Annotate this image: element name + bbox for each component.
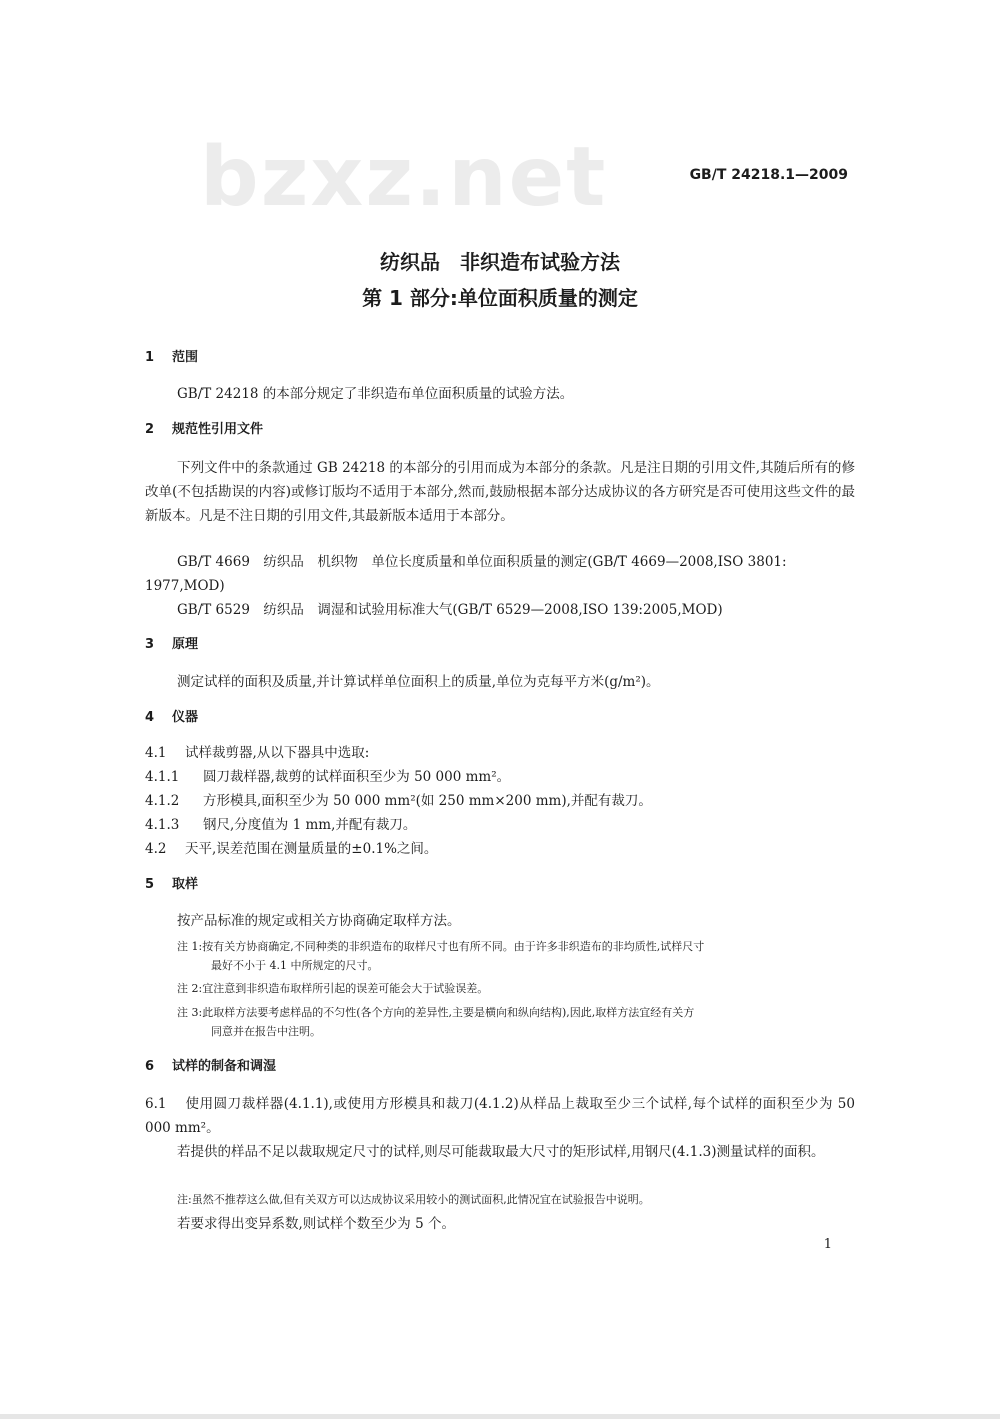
clause-6-1: 6.1 使用圆刀裁样器(4.1.1),或使用方形模具和裁刀(4.1.2)从样品上裁取至少三个试样,每个试样的面积至少为 50 000 mm²。 <box>145 1096 855 1136</box>
section-6-paragraph-2: 若提供的样品不足以裁取规定尺寸的试样,则尽可能裁取最大尺寸的矩形试样,用钢尺(4.1.3)测量试样的面积。 <box>177 1144 825 1160</box>
section-heading-5: 5 取样 <box>145 877 199 892</box>
clause-4-1-1: 4.1.1 圆刀裁样器,裁剪的试样面积至少为 50 000 mm²。 <box>145 769 511 785</box>
reference-gbt4669-cont: 1977,MOD) <box>145 578 225 594</box>
section-2-paragraph: 下列文件中的条款通过 GB 24218 的本部分的引用而成为本部分的条款。凡是注日期的引用文件,其随后所有的修改单(不包括勘误的内容)或修订版均不适用于本部分,然而,鼓励根据本部分达成协议的各方研究是否可使用这些文件的最新版本。凡是不注日期的引用文件,其最新版本适用于本部分。 <box>145 460 855 524</box>
section-5-paragraph: 按产品标准的规定或相关方协商确定取样方法。 <box>177 913 461 929</box>
section-heading-2: 2 规范性引用文件 <box>145 422 264 437</box>
section-heading-1: 1 范围 <box>145 350 199 365</box>
reference-gbt4669: GB/T 4669 纺织品 机织物 单位长度质量和单位面积质量的测定(GB/T 4669—2008,ISO 3801: <box>177 554 787 570</box>
note-section-6: 注:虽然不推荐这么做,但有关双方可以达成协议采用较小的测试面积,此情况宜在试验报告中说明。 <box>177 1193 650 1206</box>
section-1-paragraph: GB/T 24218 的本部分规定了非织造布单位面积质量的试验方法。 <box>177 386 574 402</box>
clause-4-2: 4.2 天平,误差范围在测量质量的±0.1%之间。 <box>145 841 438 857</box>
section-heading-6: 6 试样的制备和调湿 <box>145 1059 277 1074</box>
note-1: 注 1:按有关方协商确定,不同种类的非织造布的取样尺寸也有所不同。由于许多非织造布的非均质性,试样尺寸 最好不小于 4.1 中所规定的尺寸。 <box>177 940 705 972</box>
note-3: 注 3:此取样方法要考虑样品的不匀性(各个方向的差异性,主要是横向和纵向结构),因此,取样方法宜经有关方 同意并在报告中注明。 <box>177 1006 695 1038</box>
page-number: 1 <box>823 1237 832 1252</box>
note-2: 注 2:宜注意到非织造布取样所引起的误差可能会大于试验误差。 <box>177 982 489 995</box>
section-3-paragraph: 测定试样的面积及质量,并计算试样单位面积上的质量,单位为克每平方米(g/m²)。 <box>177 674 660 690</box>
clause-4-1-3: 4.1.3 钢尺,分度值为 1 mm,并配有裁刀。 <box>145 817 417 833</box>
doc-title-line2: 第 1 部分:单位面积质量的测定 <box>362 286 638 310</box>
section-6-paragraph-3: 若要求得出变异系数,则试样个数至少为 5 个。 <box>177 1216 455 1232</box>
watermark: bzxz.net <box>200 130 608 225</box>
section-heading-3: 3 原理 <box>145 637 199 652</box>
clause-4-1: 4.1 试样裁剪器,从以下器具中选取: <box>145 745 370 761</box>
standard-code: GB/T 24218.1—2009 <box>689 167 848 183</box>
clause-4-1-2: 4.1.2 方形模具,面积至少为 50 000 mm²(如 250 mm×200 mm),并配有裁刀。 <box>145 793 652 809</box>
section-heading-4: 4 仪器 <box>145 710 199 725</box>
doc-title-line1: 纺织品 非织造布试验方法 <box>380 250 620 274</box>
reference-gbt6529: GB/T 6529 纺织品 调湿和试验用标准大气(GB/T 6529—2008,ISO 139:2005,MOD) <box>177 602 723 618</box>
page-bottom-edge <box>0 1414 1000 1419</box>
